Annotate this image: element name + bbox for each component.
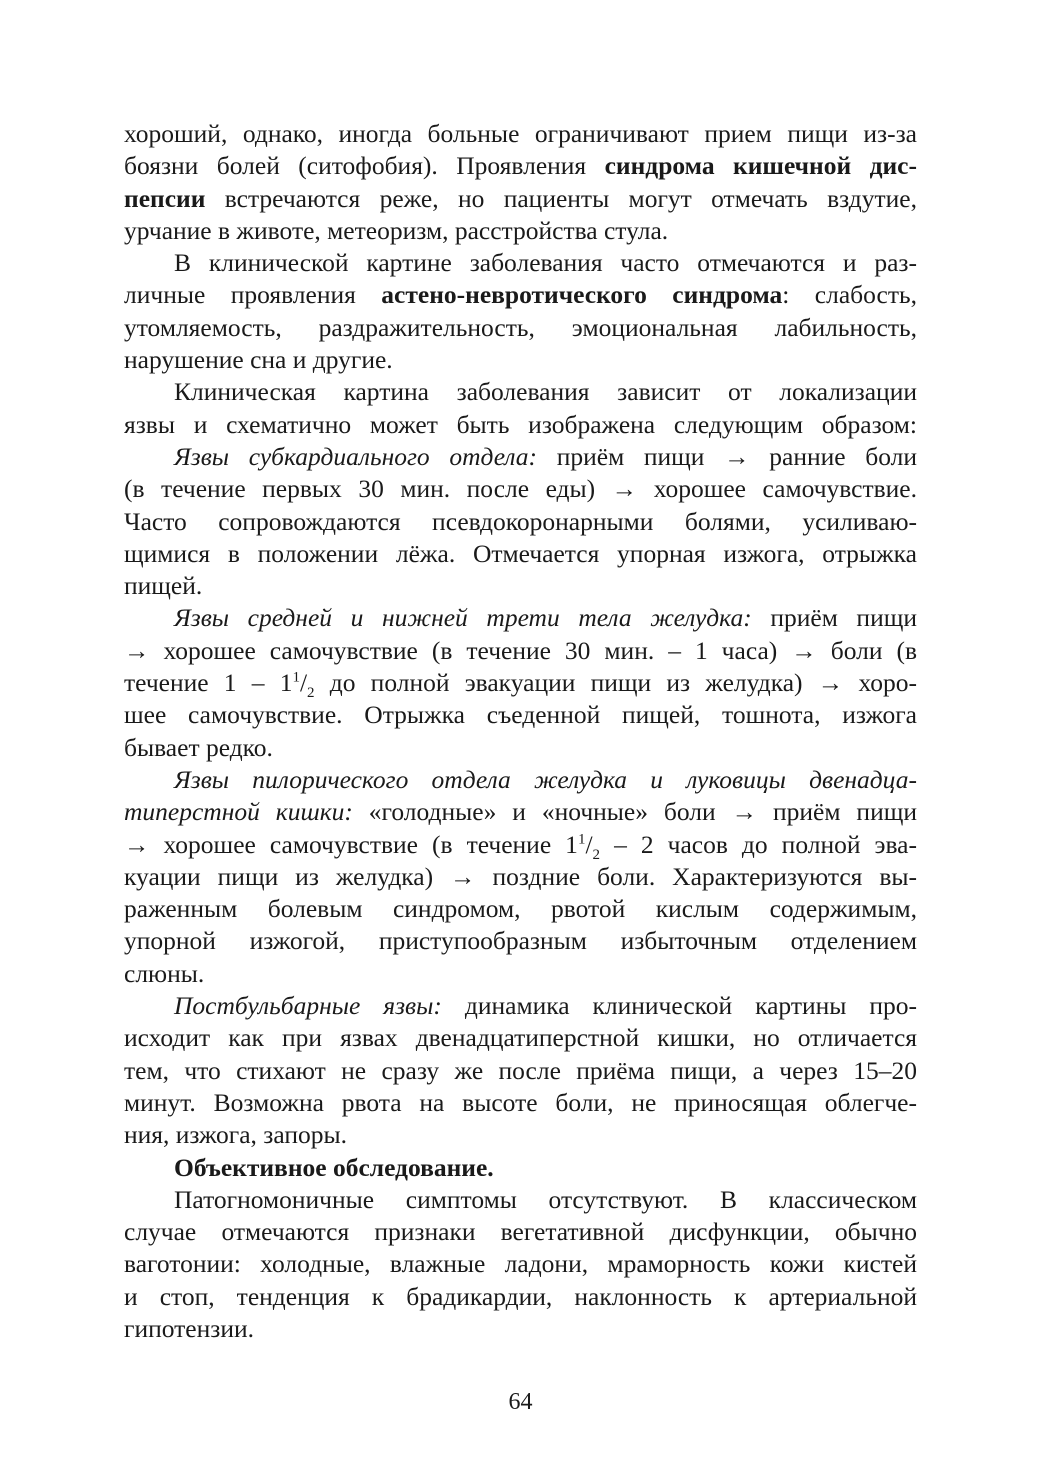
bold-term: Объективное обследование.: [174, 1152, 494, 1182]
text-segment: раженным болевым синдромом, рвотой кислым содержимым,: [124, 894, 917, 924]
text-segment: В клинической картине заболевания часто отмечаются и раз-: [174, 248, 917, 278]
text-segment: и стоп, тенденция к брадикардии, наклонность к артериальной: [124, 1281, 917, 1311]
text-line: [124, 570, 917, 602]
text-segment: : слабость,: [782, 280, 917, 310]
text-line: [124, 279, 917, 311]
text-segment: утомляемость, раздражительность, эмоциональная лабильность,: [124, 312, 917, 342]
text-line: [124, 1087, 917, 1119]
text-line: [124, 1216, 917, 1248]
text-line: [124, 602, 917, 634]
text-line: [124, 441, 917, 473]
text-line: [124, 506, 917, 538]
text-line: [124, 667, 917, 702]
fraction-numerator: 1: [577, 831, 586, 848]
text-segment: динамика клинической картины про-: [441, 991, 917, 1021]
text-segment: шее самочувствие. Отрыжка съеденной пищей, тошнота, изжога: [124, 700, 917, 730]
text-segment: куации пищи из желудка) → поздние боли. Характеризуются вы-: [124, 861, 917, 891]
text-segment: пищей.: [124, 571, 203, 601]
text-line: [124, 344, 917, 376]
text-line: [124, 312, 917, 344]
text-line: [124, 635, 917, 667]
text-segment: исходит как при язвах двенадцатиперстной кишки, но отличается: [124, 1023, 917, 1053]
italic-heading: Постбульбарные язвы:: [174, 991, 442, 1021]
text-segment: → хорошее самочувствие (в течение 30 мин. – 1 часа) → боли (в: [124, 635, 917, 665]
text-line: [124, 118, 917, 150]
text-segment: личные проявления: [124, 280, 382, 310]
text-segment: случае отмечаются признаки вегетативной дисфункции, обычно: [124, 1217, 917, 1247]
italic-heading: Язвы пилорического отдела желудка и луковицы двенадца-: [174, 764, 917, 794]
fraction-numerator: 1: [292, 669, 300, 686]
text-segment: язвы и схематично может быть изображена следующим образом:: [124, 409, 917, 439]
text-segment: нарушение сна и другие.: [124, 345, 393, 375]
text-segment: до полной эвакуации пищи из желудка) → хоро-: [314, 668, 917, 698]
text-segment: боязни болей (ситофобия). Проявления: [124, 151, 605, 181]
text-segment: Клиническая картина заболевания зависит от локализации: [174, 377, 917, 407]
text-line: [124, 538, 917, 570]
text-segment: течение 1 – 1: [124, 668, 293, 698]
text-segment: «голодные» и «ночные» боли → приём пищи: [352, 797, 918, 827]
text-line: [124, 1022, 917, 1054]
text-segment: щимися в положении лёжа. Отмечается упорная изжога, отрыжка: [124, 538, 917, 568]
text-line: [124, 699, 917, 731]
text-segment: – 2 часов до полной эва-: [600, 829, 917, 859]
fraction-denominator: 2: [592, 846, 601, 863]
text-line: [124, 796, 917, 828]
text-segment: → хорошее самочувствие (в течение 1: [124, 829, 578, 859]
text-line: [124, 247, 917, 279]
text-line: [124, 1313, 917, 1345]
text-line: [124, 376, 917, 408]
italic-heading: Язвы средней и нижней трети тела желудка:: [174, 603, 752, 633]
text-segment: хороший, однако, иногда больные ограничивают прием пищи из-за: [124, 119, 917, 148]
text-segment: приём пищи → ранние боли: [537, 441, 917, 471]
text-segment: тем, что стихают не сразу же после приёма пищи, а через 15–20: [124, 1055, 917, 1085]
text-segment: Патогномоничные симптомы отсутствуют. В классическом: [174, 1184, 917, 1214]
text-line: [124, 990, 917, 1022]
text-line: [124, 1184, 917, 1216]
text-line: [124, 1055, 917, 1087]
text-segment: (в течение первых 30 мин. после еды) → хорошее самочувствие.: [124, 474, 917, 504]
text-segment: минут. Возможна рвота на высоте боли, не приносящая облегче-: [124, 1087, 917, 1117]
text-line: [124, 925, 917, 957]
bold-term: астено-невротического синдрома: [381, 280, 783, 310]
text-line: [124, 150, 917, 182]
text-segment: Часто сопровождаются псевдокоронарными болями, усиливаю-: [124, 506, 917, 536]
text-line: [124, 409, 917, 441]
text-segment: ния, изжога, запоры.: [124, 1120, 348, 1150]
italic-heading: Язвы субкардиального отдела:: [174, 441, 538, 471]
text-segment: урчание в животе, метеоризм, расстройства стула.: [124, 215, 669, 245]
text-segment: приём пищи: [751, 603, 918, 633]
italic-heading: типерстной кишки:: [124, 797, 353, 827]
bold-term: пепсии: [124, 183, 206, 213]
text-segment: встречаются реже, но пациенты могут отмечать вздутие,: [205, 183, 917, 213]
text-line: [124, 215, 917, 247]
text-line: [124, 183, 917, 215]
text-segment: ваготонии: холодные, влажные ладони, мраморность кожи кистей: [124, 1249, 917, 1279]
text-line: [124, 893, 917, 925]
text-line: [124, 1152, 917, 1184]
text-segment: бывает редко.: [124, 732, 273, 762]
text-line: [124, 861, 917, 893]
fraction-denominator: 2: [307, 685, 315, 702]
text-line: [124, 1248, 917, 1280]
text-line: [124, 958, 917, 990]
text-segment: /: [299, 668, 308, 698]
text-segment: /: [585, 829, 593, 859]
page-number: 64: [508, 1389, 533, 1415]
text-line: [124, 1119, 917, 1151]
text-segment: слюны.: [124, 958, 205, 988]
book-page-text: [124, 118, 917, 1345]
text-segment: гипотензии.: [124, 1313, 255, 1343]
bold-term: синдрома кишечной дис-: [604, 151, 917, 181]
text-line: [124, 732, 917, 764]
text-line: [124, 1281, 917, 1313]
text-line: [124, 764, 917, 796]
text-line: [124, 473, 917, 505]
text-line: [124, 829, 917, 861]
text-segment: упорной изжогой, приступообразным избыточным отделением: [124, 926, 917, 956]
